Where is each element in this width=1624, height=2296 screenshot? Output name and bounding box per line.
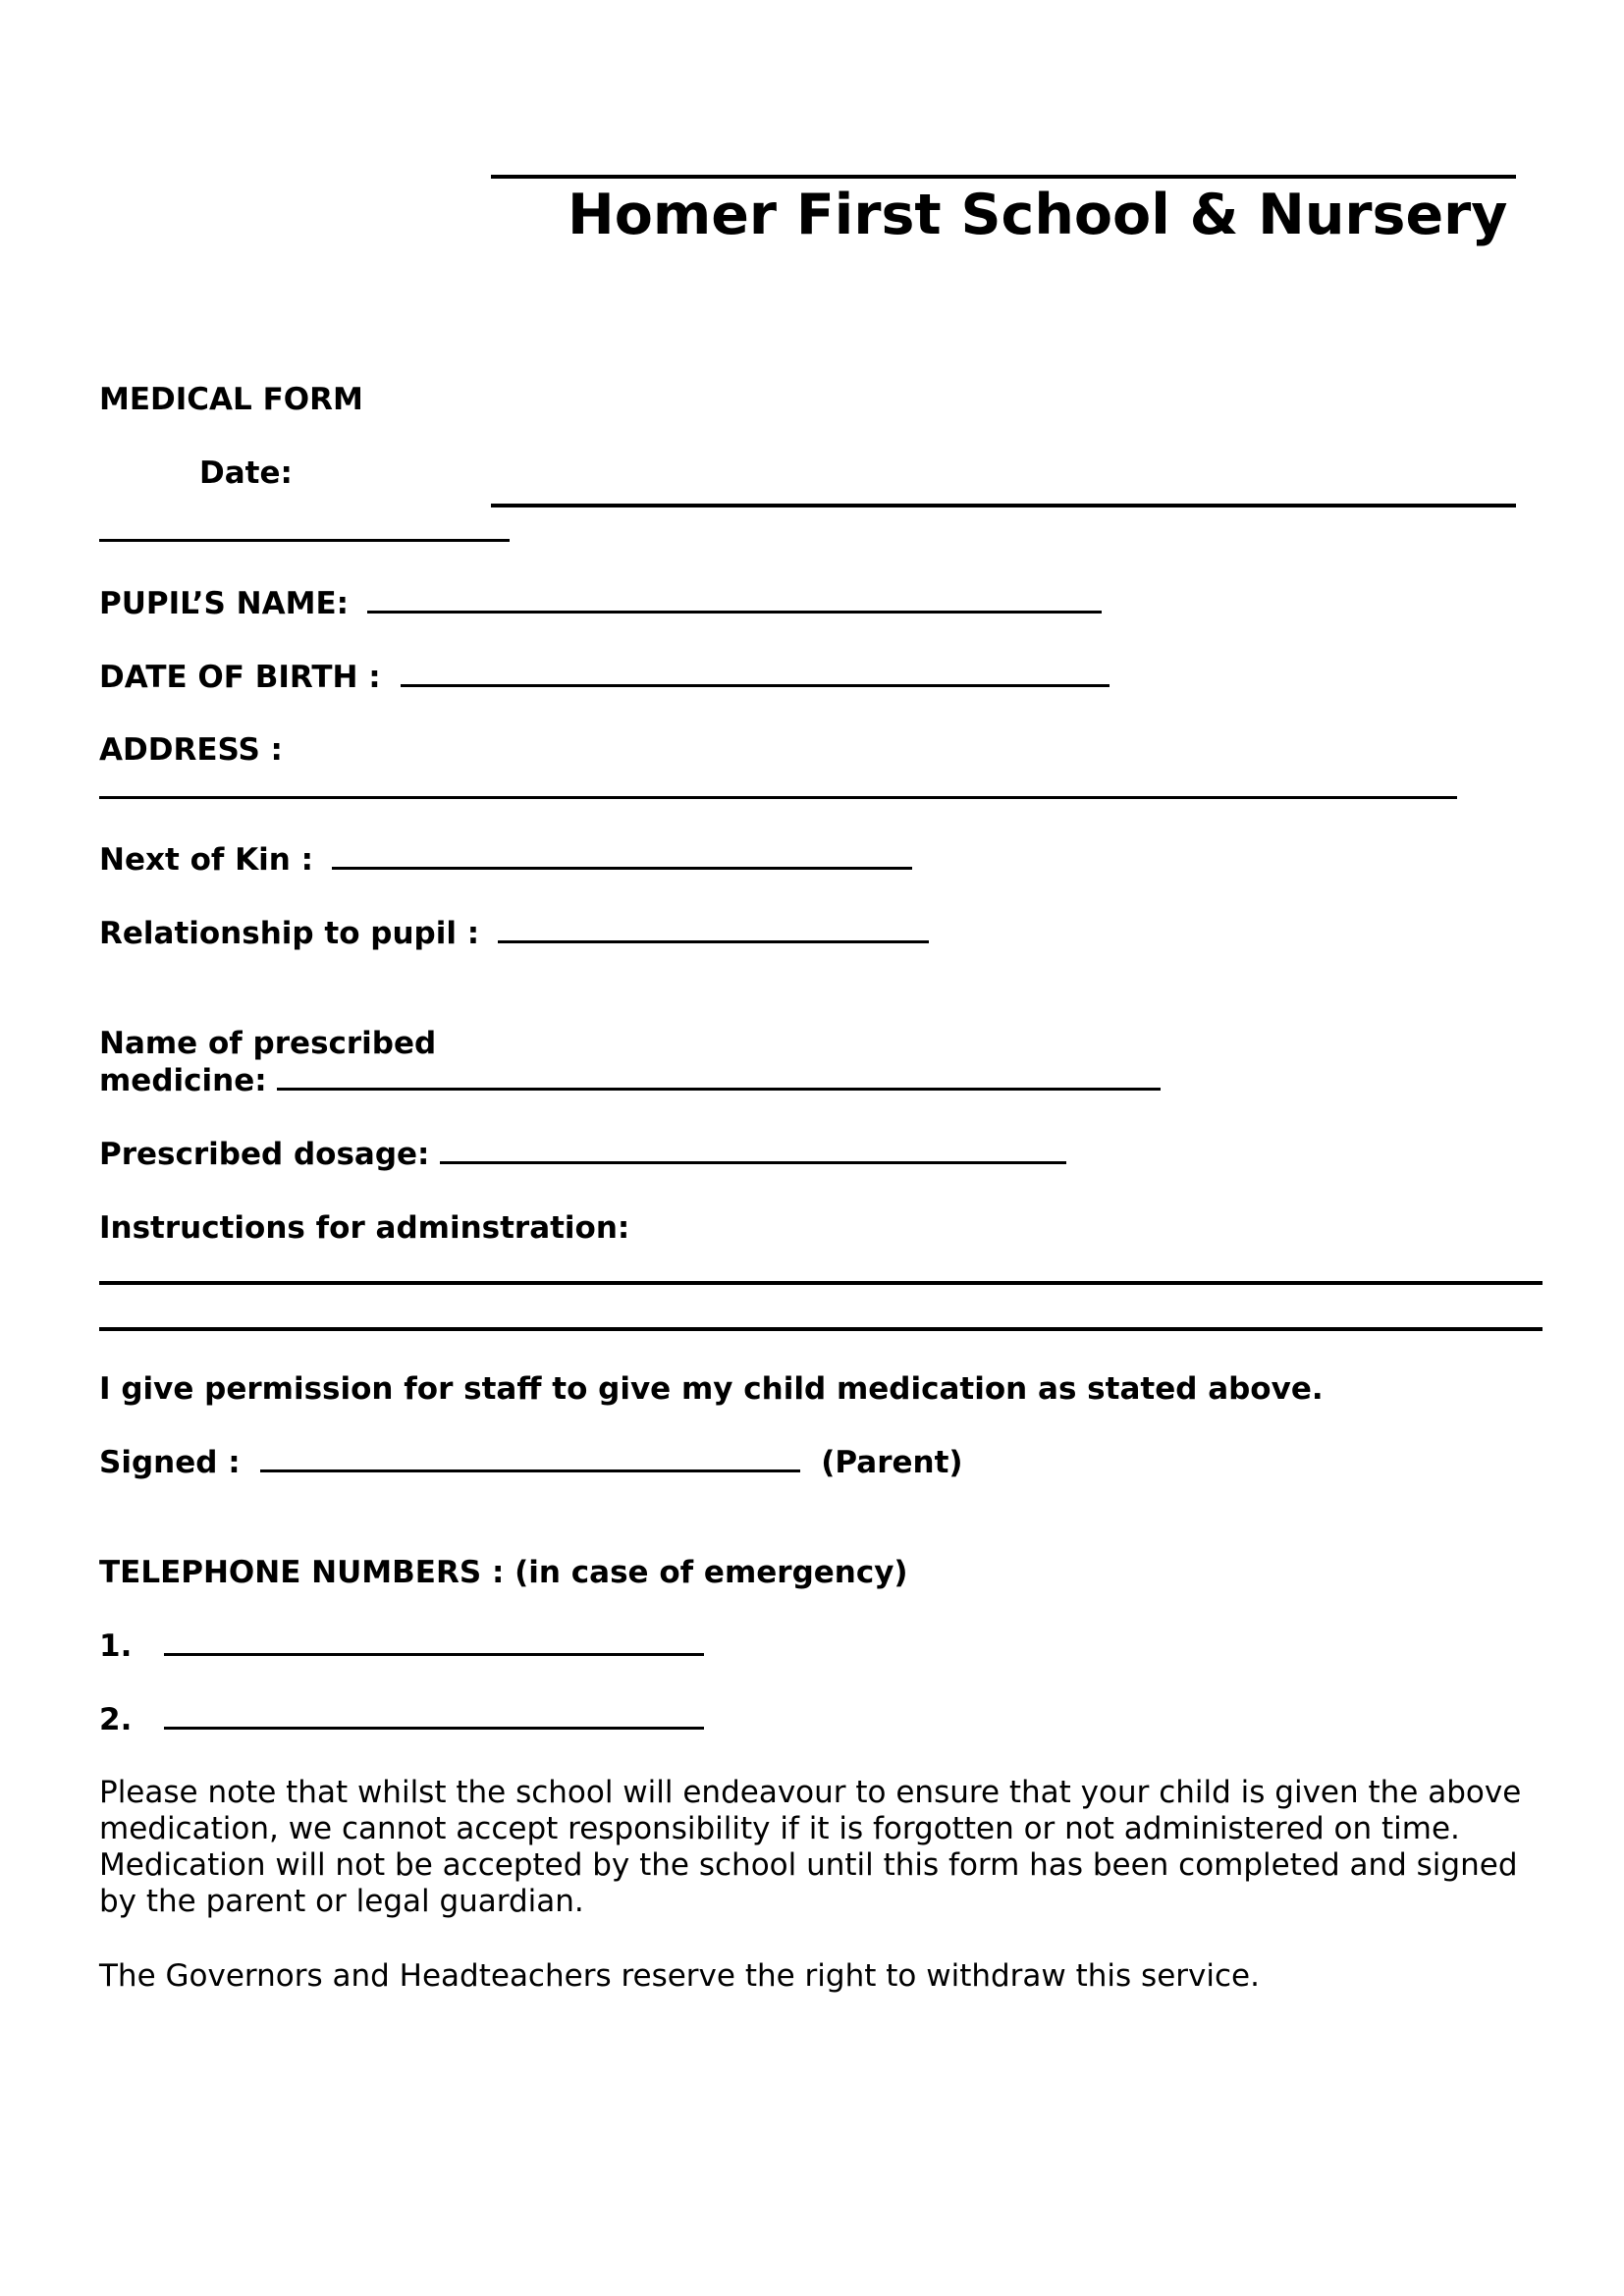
relationship-field[interactable] (498, 915, 929, 943)
address-label: ADDRESS : (99, 732, 283, 768)
medicine-label-line2: medicine: (99, 1063, 267, 1098)
date-field-continuation[interactable] (99, 539, 510, 542)
address-field[interactable] (99, 796, 1457, 799)
telephone-2-label: 2. (99, 1702, 133, 1737)
form-heading: MEDICAL FORM (99, 382, 363, 417)
signed-label: Signed : (99, 1445, 241, 1480)
date-of-birth-label: DATE OF BIRTH : (99, 660, 381, 695)
telephone-1-row (99, 1628, 704, 1665)
page-title: Homer First School & Nursery (568, 183, 1508, 247)
instructions-field-line2[interactable] (99, 1327, 1543, 1331)
telephone-heading: TELEPHONE NUMBERS : (in case of emergency) (99, 1555, 908, 1590)
signed-row (99, 1444, 963, 1481)
instructions-label: Instructions for adminstration: (99, 1210, 630, 1246)
telephone-2-field[interactable] (164, 1701, 704, 1730)
medicine-row (99, 1062, 1161, 1099)
telephone-1-label: 1. (99, 1629, 133, 1664)
next-of-kin-label: Next of Kin : (99, 842, 314, 878)
medicine-label-line1: Name of prescribed (99, 1026, 437, 1061)
permission-statement: I give permission for staff to give my child medication as stated above. (99, 1371, 1324, 1407)
dosage-label: Prescribed dosage: (99, 1137, 430, 1172)
next-of-kin-row (99, 841, 912, 879)
telephone-2-row (99, 1701, 704, 1738)
next-of-kin-field[interactable] (332, 841, 912, 870)
signature-field[interactable] (260, 1444, 800, 1472)
date-label: Date: (199, 455, 293, 491)
date-of-birth-field[interactable] (401, 659, 1110, 687)
pupil-name-field[interactable] (367, 585, 1102, 614)
dosage-row (99, 1136, 1066, 1173)
date-of-birth-row (99, 659, 1110, 696)
telephone-1-field[interactable] (164, 1628, 704, 1656)
date-field[interactable] (491, 504, 1516, 507)
pupil-name-label: PUPIL’S NAME: (99, 586, 350, 621)
dosage-field[interactable] (440, 1136, 1066, 1164)
medicine-field[interactable] (277, 1062, 1161, 1091)
notes-paragraph-1: Please note that whilst the school will endeavour to ensure that your child is given the above medication, we cannot accept responsibility if it is forgotten or not administered on time. Medication will not be accepted by the school until this form has been completed and signed by the parent or legal guardian. (99, 1775, 1522, 1919)
relationship-row (99, 915, 929, 952)
pupil-name-row (99, 585, 1102, 622)
instructions-field-line1[interactable] (99, 1281, 1543, 1285)
header-rule (491, 175, 1516, 179)
signed-suffix: (Parent) (821, 1445, 963, 1480)
relationship-label: Relationship to pupil : (99, 916, 480, 951)
notes-paragraph-2: The Governors and Headteachers reserve the right to withdraw this service. (99, 1958, 1260, 1994)
